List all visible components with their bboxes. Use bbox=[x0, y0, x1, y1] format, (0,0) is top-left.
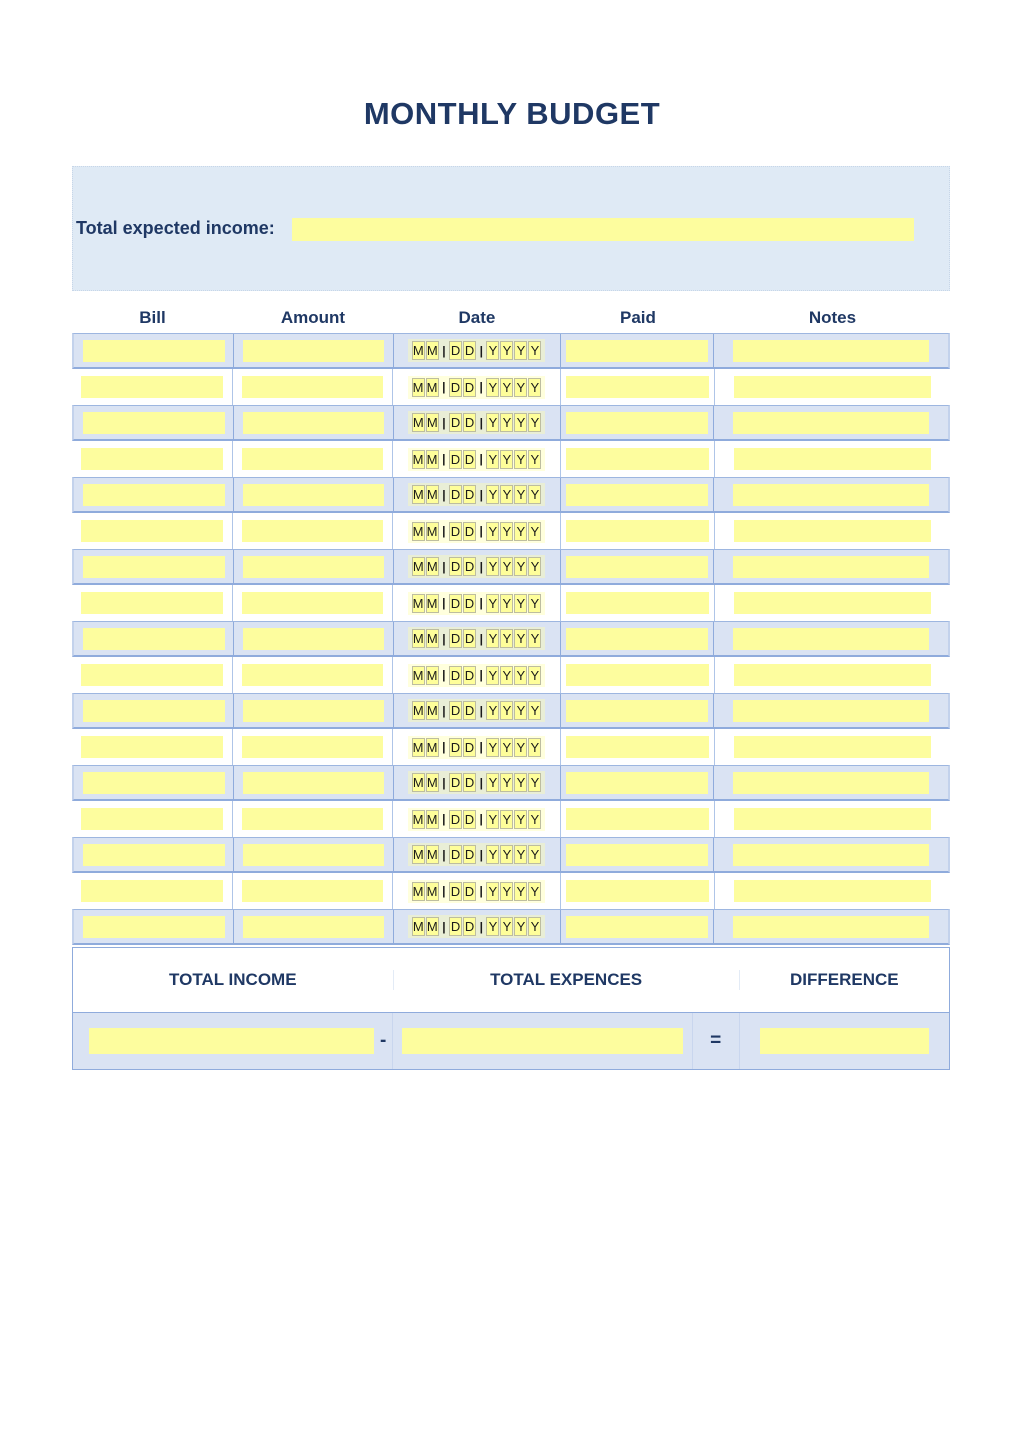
notes-field[interactable] bbox=[734, 376, 931, 398]
table-row bbox=[72, 513, 950, 549]
notes-field[interactable] bbox=[733, 628, 930, 650]
date-char-box[interactable]: M bbox=[412, 811, 424, 827]
date-char-box[interactable]: Y bbox=[514, 341, 527, 360]
table-row bbox=[72, 801, 950, 837]
date-separator: | bbox=[479, 847, 483, 862]
paid-field[interactable] bbox=[566, 700, 708, 722]
date-separator: | bbox=[479, 343, 483, 358]
date-separator: | bbox=[442, 812, 446, 826]
bill-field[interactable] bbox=[83, 628, 225, 650]
bill-field[interactable] bbox=[83, 556, 225, 578]
total-income-label: TOTAL INCOME bbox=[73, 970, 394, 990]
date-separator: | bbox=[442, 343, 446, 358]
date-char-box[interactable]: M bbox=[426, 883, 438, 899]
notes-field[interactable] bbox=[734, 664, 931, 686]
date-char-box[interactable]: D bbox=[450, 667, 461, 683]
equals-sign: = bbox=[710, 1030, 722, 1051]
bill-field[interactable] bbox=[81, 376, 223, 398]
date-char-box[interactable]: D bbox=[464, 703, 475, 718]
date-field[interactable] bbox=[408, 592, 545, 615]
table-row bbox=[72, 585, 950, 621]
paid-field[interactable] bbox=[566, 592, 708, 614]
date-char-box[interactable]: Y bbox=[500, 341, 513, 360]
date-separator: | bbox=[442, 380, 446, 394]
paid-field[interactable] bbox=[566, 772, 708, 794]
date-char-box[interactable]: D bbox=[450, 883, 461, 899]
notes-field[interactable] bbox=[733, 484, 930, 506]
table-row bbox=[72, 765, 950, 801]
date-char-box[interactable]: Y bbox=[486, 485, 499, 504]
difference-field[interactable] bbox=[760, 1028, 928, 1054]
date-char-box[interactable]: Y bbox=[500, 845, 513, 864]
notes-field[interactable] bbox=[733, 700, 930, 722]
date-separator: | bbox=[442, 631, 446, 646]
date-char-box[interactable]: D bbox=[450, 415, 461, 430]
date-char-box[interactable]: M bbox=[426, 451, 438, 467]
date-separator: | bbox=[442, 847, 446, 862]
bill-field[interactable] bbox=[81, 736, 223, 758]
notes-field[interactable] bbox=[734, 448, 931, 470]
date-separator: | bbox=[479, 559, 483, 574]
date-char-box[interactable]: D bbox=[464, 523, 475, 539]
date-separator: | bbox=[479, 380, 483, 394]
table-row bbox=[72, 405, 950, 441]
date-char-box[interactable]: Y bbox=[528, 629, 541, 648]
date-field[interactable] bbox=[408, 448, 545, 471]
bill-field[interactable] bbox=[83, 412, 225, 434]
date-field[interactable] bbox=[408, 520, 545, 543]
date-char-box[interactable]: Y bbox=[514, 485, 527, 504]
table-row bbox=[72, 441, 950, 477]
date-char-box[interactable]: Y bbox=[500, 522, 513, 541]
bill-field[interactable] bbox=[81, 808, 223, 830]
date-char-box[interactable]: M bbox=[426, 739, 438, 755]
date-field[interactable] bbox=[408, 339, 545, 362]
totals-values-row bbox=[72, 1013, 950, 1070]
date-char-box[interactable]: D bbox=[464, 631, 475, 646]
date-field[interactable] bbox=[408, 483, 545, 506]
date-separator: | bbox=[479, 740, 483, 754]
income-label: Total expected income: bbox=[76, 218, 275, 238]
bill-field[interactable] bbox=[83, 916, 225, 938]
date-char-box[interactable]: M bbox=[426, 415, 438, 430]
paid-field[interactable] bbox=[566, 628, 708, 650]
notes-field[interactable] bbox=[733, 340, 930, 362]
date-separator: | bbox=[442, 919, 446, 934]
date-char-box[interactable]: D bbox=[464, 775, 475, 790]
date-field[interactable] bbox=[408, 411, 545, 434]
date-char-box[interactable]: M bbox=[426, 811, 438, 827]
amount-field[interactable] bbox=[242, 808, 383, 830]
date-char-box[interactable]: Y bbox=[514, 629, 527, 648]
date-char-box[interactable]: Y bbox=[514, 413, 527, 432]
bill-field[interactable] bbox=[81, 520, 223, 542]
date-char-box[interactable]: Y bbox=[514, 701, 527, 720]
date-char-box[interactable]: Y bbox=[500, 666, 513, 685]
date-char-box[interactable]: M bbox=[426, 667, 438, 683]
date-char-box[interactable]: D bbox=[464, 883, 475, 899]
date-char-box[interactable]: D bbox=[464, 739, 475, 755]
notes-field[interactable] bbox=[733, 916, 930, 938]
date-char-box[interactable]: Y bbox=[514, 557, 527, 576]
amount-field[interactable] bbox=[243, 556, 384, 578]
date-char-box[interactable]: Y bbox=[486, 522, 499, 541]
table-row bbox=[72, 549, 950, 585]
date-char-box[interactable]: D bbox=[464, 343, 475, 358]
paid-field[interactable] bbox=[566, 412, 708, 434]
date-char-box[interactable]: M bbox=[412, 595, 424, 611]
date-char-box[interactable]: M bbox=[426, 523, 438, 539]
date-separator: | bbox=[442, 487, 446, 502]
date-char-box[interactable]: M bbox=[426, 379, 438, 395]
bill-field[interactable] bbox=[81, 592, 223, 614]
date-char-box[interactable]: Y bbox=[486, 845, 499, 864]
date-char-box[interactable]: Y bbox=[528, 485, 541, 504]
date-char-box[interactable]: Y bbox=[500, 701, 513, 720]
notes-field[interactable] bbox=[734, 880, 931, 902]
amount-field[interactable] bbox=[242, 448, 383, 470]
date-char-box[interactable]: M bbox=[426, 343, 438, 358]
date-char-box[interactable]: Y bbox=[514, 378, 527, 397]
date-char-box[interactable]: Y bbox=[500, 594, 513, 613]
date-char-box[interactable]: Y bbox=[486, 701, 499, 720]
totals-header-row bbox=[72, 947, 950, 1013]
date-char-box[interactable]: Y bbox=[528, 341, 541, 360]
total-income-field[interactable] bbox=[89, 1028, 374, 1054]
date-separator: | bbox=[479, 415, 483, 430]
paid-field[interactable] bbox=[566, 664, 708, 686]
date-separator: | bbox=[479, 487, 483, 502]
paid-field[interactable] bbox=[566, 556, 708, 578]
bill-field[interactable] bbox=[81, 880, 223, 902]
date-char-box[interactable]: M bbox=[412, 847, 424, 862]
table-row bbox=[72, 333, 950, 369]
date-char-box[interactable]: Y bbox=[486, 810, 499, 829]
date-char-box[interactable]: Y bbox=[528, 773, 541, 792]
date-separator: | bbox=[442, 703, 446, 718]
date-char-box[interactable]: Y bbox=[528, 917, 541, 936]
amount-field[interactable] bbox=[243, 412, 384, 434]
date-char-box[interactable]: Y bbox=[528, 666, 541, 685]
date-char-box[interactable]: D bbox=[450, 919, 461, 934]
date-field[interactable] bbox=[408, 376, 545, 399]
date-char-box[interactable]: Y bbox=[500, 557, 513, 576]
date-char-box[interactable]: Y bbox=[528, 701, 541, 720]
date-char-box[interactable]: Y bbox=[500, 882, 513, 901]
date-char-box[interactable]: Y bbox=[500, 450, 513, 469]
paid-field[interactable] bbox=[566, 916, 708, 938]
difference-label: DIFFERENCE bbox=[789, 970, 899, 989]
date-char-box[interactable]: Y bbox=[486, 341, 499, 360]
date-separator: | bbox=[442, 524, 446, 538]
date-char-box[interactable]: M bbox=[426, 847, 438, 862]
table-body bbox=[72, 333, 950, 945]
date-char-box[interactable]: D bbox=[450, 739, 461, 755]
date-char-box[interactable]: D bbox=[464, 811, 475, 827]
date-char-box[interactable]: Y bbox=[500, 378, 513, 397]
date-field[interactable] bbox=[408, 555, 545, 578]
date-char-box[interactable]: M bbox=[426, 487, 438, 502]
date-char-box[interactable]: M bbox=[426, 775, 438, 790]
table-row bbox=[72, 369, 950, 405]
date-separator: | bbox=[479, 775, 483, 790]
date-char-box[interactable]: D bbox=[450, 703, 461, 718]
date-char-box[interactable]: Y bbox=[514, 450, 527, 469]
date-field[interactable] bbox=[408, 915, 545, 938]
amount-field[interactable] bbox=[242, 592, 383, 614]
table-row bbox=[72, 657, 950, 693]
date-char-box[interactable]: Y bbox=[528, 882, 541, 901]
date-char-box[interactable]: D bbox=[450, 595, 461, 611]
totals-section bbox=[72, 947, 950, 1070]
date-char-box[interactable]: Y bbox=[514, 738, 527, 757]
date-char-box[interactable]: M bbox=[412, 631, 424, 646]
amount-field[interactable] bbox=[243, 916, 384, 938]
date-field[interactable] bbox=[408, 664, 545, 687]
paid-field[interactable] bbox=[566, 448, 708, 470]
table-row bbox=[72, 693, 950, 729]
date-separator: | bbox=[479, 524, 483, 538]
date-separator: | bbox=[442, 452, 446, 466]
bill-field[interactable] bbox=[83, 484, 225, 506]
date-char-box[interactable]: Y bbox=[486, 594, 499, 613]
date-char-box[interactable]: Y bbox=[500, 413, 513, 432]
date-separator: | bbox=[479, 631, 483, 646]
date-char-box[interactable]: Y bbox=[514, 810, 527, 829]
date-char-box[interactable]: M bbox=[426, 703, 438, 718]
table-row bbox=[72, 477, 950, 513]
date-char-box[interactable]: D bbox=[450, 523, 461, 539]
date-char-box[interactable]: D bbox=[464, 379, 475, 395]
date-field[interactable] bbox=[408, 843, 545, 866]
table-row bbox=[72, 729, 950, 765]
date-char-box[interactable]: Y bbox=[486, 738, 499, 757]
date-char-box[interactable]: Y bbox=[500, 810, 513, 829]
date-char-box[interactable]: Y bbox=[528, 810, 541, 829]
notes-field[interactable] bbox=[734, 592, 931, 614]
bill-field[interactable] bbox=[83, 844, 225, 866]
date-separator: | bbox=[442, 740, 446, 754]
date-field[interactable] bbox=[408, 736, 545, 759]
paid-field[interactable] bbox=[566, 736, 708, 758]
amount-field[interactable] bbox=[242, 880, 383, 902]
date-char-box[interactable]: Y bbox=[486, 917, 499, 936]
amount-field[interactable] bbox=[243, 628, 384, 650]
amount-field[interactable] bbox=[243, 484, 384, 506]
date-char-box[interactable]: M bbox=[426, 559, 438, 574]
notes-field[interactable] bbox=[733, 844, 930, 866]
table-row bbox=[72, 621, 950, 657]
date-char-box[interactable]: M bbox=[412, 667, 424, 683]
date-separator: | bbox=[479, 703, 483, 718]
date-char-box[interactable]: Y bbox=[500, 629, 513, 648]
bills-table bbox=[72, 303, 950, 945]
date-char-box[interactable]: D bbox=[450, 631, 461, 646]
date-char-box[interactable]: M bbox=[412, 883, 424, 899]
date-char-box[interactable]: M bbox=[412, 775, 424, 790]
bill-field[interactable] bbox=[81, 664, 223, 686]
date-char-box[interactable]: M bbox=[412, 451, 424, 467]
date-char-box[interactable]: D bbox=[464, 559, 475, 574]
total-expenses-field[interactable] bbox=[402, 1028, 683, 1054]
date-char-box[interactable]: Y bbox=[486, 378, 499, 397]
amount-field[interactable] bbox=[242, 736, 383, 758]
date-char-box[interactable]: Y bbox=[500, 773, 513, 792]
date-char-box[interactable]: M bbox=[412, 379, 424, 395]
date-separator: | bbox=[442, 415, 446, 430]
date-char-box[interactable]: M bbox=[412, 919, 424, 934]
bill-field[interactable] bbox=[83, 772, 225, 794]
date-char-box[interactable]: Y bbox=[528, 845, 541, 864]
date-field[interactable] bbox=[408, 699, 545, 722]
total-expenses-label: TOTAL EXPENCES bbox=[394, 970, 740, 990]
date-char-box[interactable]: Y bbox=[528, 450, 541, 469]
date-field[interactable] bbox=[408, 808, 545, 831]
paid-field[interactable] bbox=[566, 844, 708, 866]
column-header-date: Date bbox=[458, 308, 496, 327]
date-char-box[interactable]: M bbox=[412, 559, 424, 574]
date-char-box[interactable]: Y bbox=[486, 557, 499, 576]
table-row bbox=[72, 909, 950, 945]
amount-field[interactable] bbox=[242, 520, 383, 542]
date-separator: | bbox=[479, 452, 483, 466]
date-char-box[interactable]: M bbox=[426, 919, 438, 934]
date-char-box[interactable]: D bbox=[464, 919, 475, 934]
amount-field[interactable] bbox=[243, 700, 384, 722]
date-char-box[interactable]: Y bbox=[486, 773, 499, 792]
date-char-box[interactable]: Y bbox=[500, 485, 513, 504]
date-separator: | bbox=[479, 919, 483, 934]
date-char-box[interactable]: M bbox=[426, 595, 438, 611]
date-char-box[interactable]: Y bbox=[514, 666, 527, 685]
amount-field[interactable] bbox=[243, 772, 384, 794]
date-char-box[interactable]: Y bbox=[528, 557, 541, 576]
date-char-box[interactable]: D bbox=[464, 451, 475, 467]
date-char-box[interactable]: Y bbox=[514, 845, 527, 864]
date-separator: | bbox=[442, 559, 446, 574]
date-char-box[interactable]: Y bbox=[528, 594, 541, 613]
bill-field[interactable] bbox=[83, 340, 225, 362]
table-row bbox=[72, 873, 950, 909]
date-separator: | bbox=[479, 812, 483, 826]
column-header-amount: Amount bbox=[280, 308, 346, 327]
notes-field[interactable] bbox=[733, 556, 930, 578]
date-char-box[interactable]: M bbox=[412, 523, 424, 539]
date-char-box[interactable]: Y bbox=[486, 413, 499, 432]
date-char-box[interactable]: Y bbox=[528, 413, 541, 432]
column-header-bill: Bill bbox=[139, 308, 166, 327]
date-char-box[interactable]: D bbox=[450, 847, 461, 862]
date-char-box[interactable]: M bbox=[426, 631, 438, 646]
date-char-box[interactable]: D bbox=[464, 487, 475, 502]
paid-field[interactable] bbox=[566, 808, 708, 830]
notes-field[interactable] bbox=[733, 772, 930, 794]
amount-field[interactable] bbox=[243, 844, 384, 866]
date-char-box[interactable]: Y bbox=[514, 917, 527, 936]
date-char-box[interactable]: Y bbox=[514, 522, 527, 541]
income-section bbox=[72, 166, 950, 291]
date-separator: | bbox=[442, 884, 446, 898]
date-separator: | bbox=[442, 596, 446, 610]
notes-field[interactable] bbox=[734, 520, 931, 542]
date-field[interactable] bbox=[408, 627, 545, 650]
date-char-box[interactable]: M bbox=[412, 415, 424, 430]
bill-field[interactable] bbox=[81, 448, 223, 470]
date-char-box[interactable]: M bbox=[412, 487, 424, 502]
date-char-box[interactable]: Y bbox=[528, 738, 541, 757]
date-char-box[interactable]: D bbox=[450, 559, 461, 574]
amount-field[interactable] bbox=[243, 340, 384, 362]
paid-field[interactable] bbox=[566, 880, 708, 902]
date-char-box[interactable]: D bbox=[450, 811, 461, 827]
notes-field[interactable] bbox=[733, 412, 930, 434]
paid-field[interactable] bbox=[566, 376, 708, 398]
date-char-box[interactable]: D bbox=[464, 667, 475, 683]
date-char-box[interactable]: M bbox=[412, 343, 424, 358]
column-header-paid: Paid bbox=[619, 308, 656, 327]
date-char-box[interactable]: Y bbox=[514, 882, 527, 901]
date-field[interactable] bbox=[408, 880, 545, 903]
date-char-box[interactable]: D bbox=[464, 595, 475, 611]
date-char-box[interactable]: Y bbox=[486, 450, 499, 469]
date-char-box[interactable]: D bbox=[464, 415, 475, 430]
date-char-box[interactable]: D bbox=[450, 775, 461, 790]
date-char-box[interactable]: D bbox=[450, 451, 461, 467]
column-header-notes: Notes bbox=[808, 308, 857, 327]
date-char-box[interactable]: D bbox=[450, 487, 461, 502]
notes-field[interactable] bbox=[734, 736, 931, 758]
date-char-box[interactable]: D bbox=[450, 379, 461, 395]
paid-field[interactable] bbox=[566, 340, 708, 362]
date-char-box[interactable]: Y bbox=[486, 666, 499, 685]
date-char-box[interactable]: M bbox=[412, 703, 424, 718]
date-separator: | bbox=[479, 884, 483, 898]
table-row bbox=[72, 837, 950, 873]
bill-field[interactable] bbox=[83, 700, 225, 722]
paid-field[interactable] bbox=[566, 520, 708, 542]
paid-field[interactable] bbox=[566, 484, 708, 506]
date-char-box[interactable]: Y bbox=[528, 522, 541, 541]
date-char-box[interactable]: D bbox=[450, 343, 461, 358]
date-separator: | bbox=[442, 775, 446, 790]
date-char-box[interactable]: Y bbox=[486, 629, 499, 648]
date-char-box[interactable]: D bbox=[464, 847, 475, 862]
date-field[interactable] bbox=[408, 771, 545, 794]
date-char-box[interactable]: Y bbox=[528, 378, 541, 397]
date-char-box[interactable]: Y bbox=[514, 594, 527, 613]
amount-field[interactable] bbox=[242, 376, 383, 398]
table-header-row bbox=[72, 303, 950, 333]
date-char-box[interactable]: Y bbox=[500, 917, 513, 936]
amount-field[interactable] bbox=[242, 664, 383, 686]
date-char-box[interactable]: Y bbox=[514, 773, 527, 792]
date-char-box[interactable]: M bbox=[412, 739, 424, 755]
minus-sign: - bbox=[379, 1030, 387, 1051]
date-separator: | bbox=[479, 596, 483, 610]
total-expected-income-field[interactable] bbox=[292, 218, 914, 241]
date-separator: | bbox=[442, 668, 446, 682]
notes-field[interactable] bbox=[734, 808, 931, 830]
page-title: MONTHLY BUDGET bbox=[363, 96, 661, 131]
date-char-box[interactable]: Y bbox=[486, 882, 499, 901]
date-separator: | bbox=[479, 668, 483, 682]
date-char-box[interactable]: Y bbox=[500, 738, 513, 757]
